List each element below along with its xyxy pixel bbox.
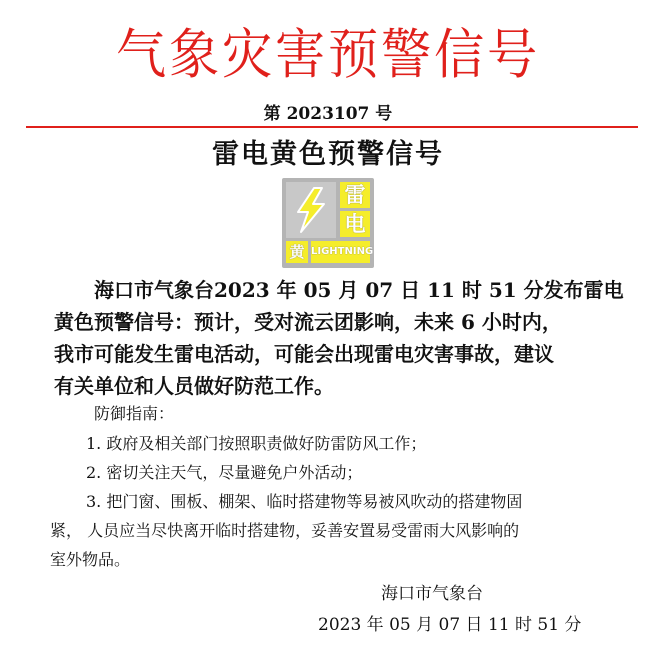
red-divider [26, 126, 638, 128]
bolt-panel [286, 182, 336, 238]
announcement-line: 有关单位和人员做好防范工作。 [54, 374, 334, 398]
guide-item-1: 1. 政府及相关部门按照职责做好防雷防风工作； [86, 434, 427, 453]
issuer-signature: 海口市气象台 [381, 584, 483, 604]
lightning-yellow-signal-icon [282, 178, 374, 268]
guide-item-3-line-3: 室外物品。 [50, 550, 131, 569]
signal-level-char: 黄 [286, 241, 308, 263]
guide-item-2: 2. 密切关注天气，尽量避免户外活动； [86, 463, 363, 482]
guide-heading: 防御指南： [94, 404, 175, 423]
announcement-paragraph [54, 274, 624, 402]
signal-char-top: 雷 [340, 182, 370, 208]
announcement-line: 我市可能发生雷电活动，可能会出现雷电灾害事故，建议 [54, 342, 554, 366]
announcement-line: 黄色预警信号：预计，受对流云团影响，未来 6 小时内， [54, 310, 562, 334]
signal-english-label: LIGHTNING [311, 241, 370, 263]
announcement-line: 海口市气象台2023 年 05 月 07 日 11 时 51 分发布雷电 [94, 278, 624, 302]
guide-item-3-line-1: 3. 把门窗、围板、棚架、临时搭建物等易被风吹动的搭建物固 [86, 492, 523, 511]
document-number: 第 2023107 号 [263, 104, 393, 124]
signal-char-middle: 电 [340, 211, 370, 237]
guide-item-3-line-2: 紧， 人员应当尽快离开临时搭建物，妥善安置易受雷雨大风影响的 [50, 521, 520, 540]
signal-title: 雷电黄色预警信号 [212, 139, 444, 170]
document-banner-title: 气象灾害预警信号 [115, 23, 541, 86]
lightning-bolt-icon [292, 186, 330, 234]
issue-datetime: 2023 年 05 月 07 日 11 时 51 分 [318, 615, 582, 635]
